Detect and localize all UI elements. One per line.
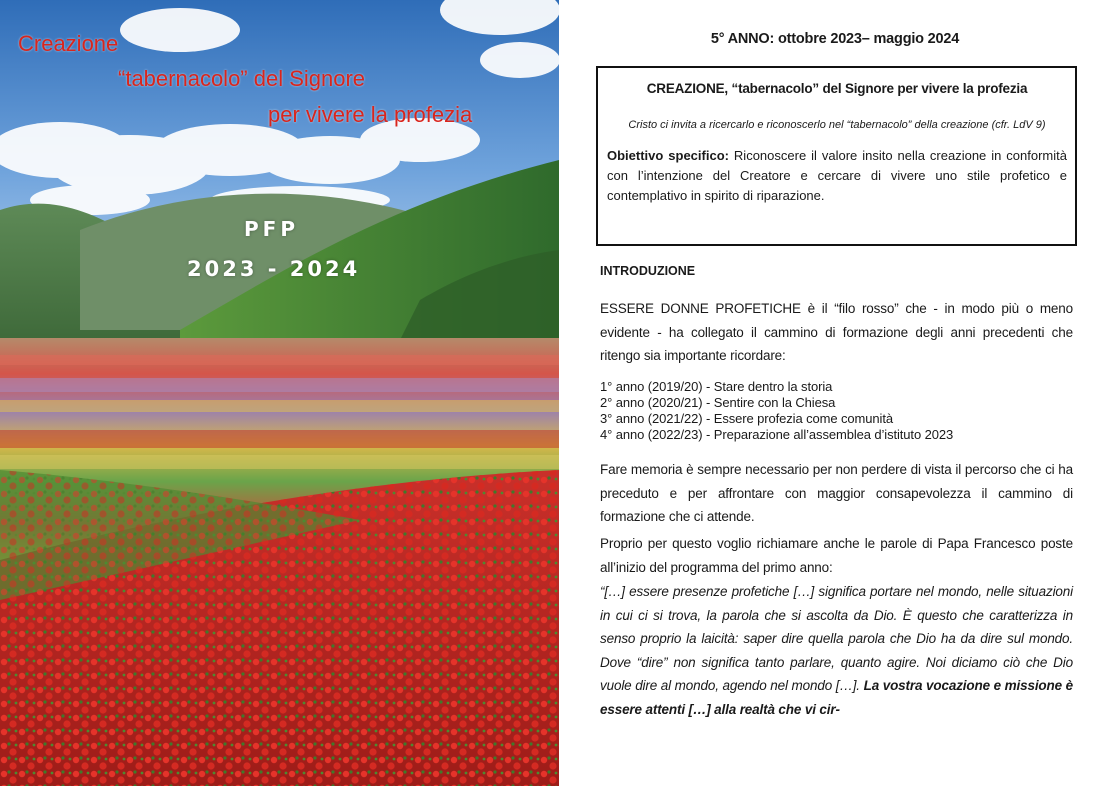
objective-text: Riconoscere il valore insito nella creazione in conformità con l’intenzione del Creatore e cercare di vivere uno stile profetico e contemplativo in spirito di riparazione. [607,148,1067,203]
theme-title: CREAZIONE, “tabernacolo” del Signore per vivere la profezia [646,81,1028,96]
intro-paragraph: ESSERE DONNE PROFETICHE è il “filo rosso” che - in modo più o meno evidente - ha collegato il cammino di formazione degli anni precedenti che ritengo sia importante ricordare: [600,301,1073,363]
cover-title-line-1: Creazione [18,31,119,56]
pope-intro-paragraph: Proprio per questo voglio richiamare anche le parole di Papa Francesco poste all’inizio del programma del primo anno: [600,536,1073,575]
previous-years-list [600,379,953,443]
objective-paragraph [607,146,1067,206]
cover-title-line-2: “tabernacolo” del Signore [118,66,366,91]
year-heading: 5° ANNO: ottobre 2023– maggio 2024 [710,31,960,47]
objective-label: Obiettivo specifico: [607,148,729,163]
list-item: 2° anno (2020/21) - Sentire con la Chiesa [600,395,836,410]
cover-years-label: 2023 - 2024 [187,257,361,281]
theme-box [596,66,1077,246]
list-item: 3° anno (2021/22) - Essere profezia come comunità [600,411,893,426]
memory-paragraph: Fare memoria è sempre necessario per non perdere di vista il percorso che ci ha preceduto e per affrontare con maggior consapevolezza il cammino di formazione che ci attende. [600,462,1073,524]
cover-title-line-3: per vivere la profezia [268,102,473,127]
quote-text: “[…] essere presenze profetiche […] significa portare nel mondo, nelle situazioni in cui ci si trova, la parola che si ascolta da Dio. È questo che caratterizza in senso proprio la laicità: saper dire quella parola che Dio ha da dire sul mondo. Dove “dire” non significa tanto parlare, quanto agire. Noi diciamo ciò che Dio vuole dire al mondo, agendo nel mondo […]. [600,584,1073,693]
theme-subtitle: Cristo ci invita a ricercarlo e riconoscerlo nel “tabernacolo” della creazione (cfr. LdV 9) [628,119,1046,131]
cover-program-label: PFP [244,217,299,241]
list-item: 1° anno (2019/20) - Stare dentro la storia [600,379,833,394]
quote-bold-text: La vostra vocazione e missione è essere attenti […] alla realtà che vi cir- [600,678,1074,717]
list-item: 4° anno (2022/23) - Preparazione all’assemblea d’istituto 2023 [600,427,954,442]
text-page [559,0,1111,786]
introduction-heading: INTRODUZIONE [600,264,696,278]
pope-quote [600,580,1073,721]
